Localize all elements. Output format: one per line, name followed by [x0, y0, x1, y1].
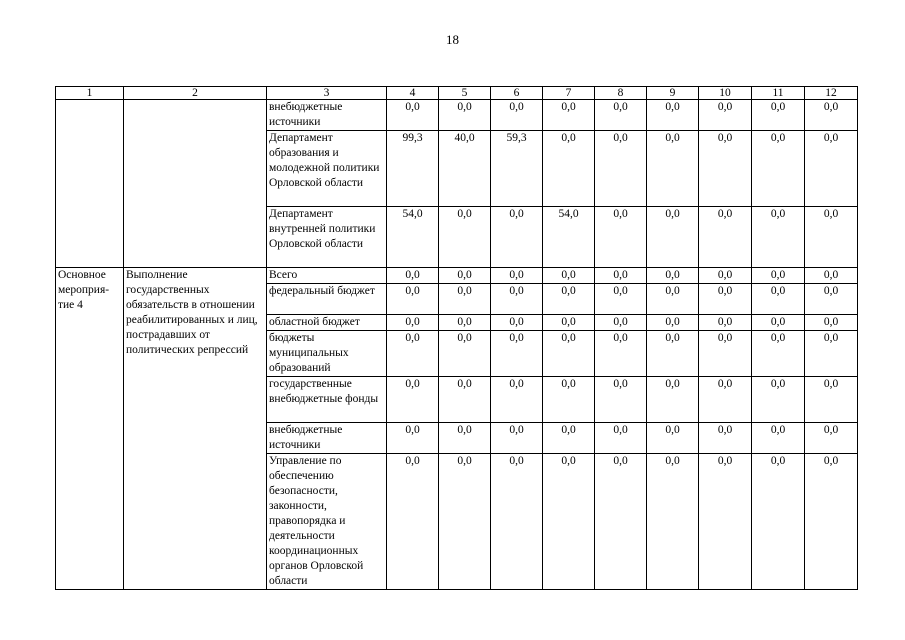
value-cell: 0,0	[647, 331, 699, 377]
event-cell: Основное мероприя-тие 4	[56, 268, 124, 590]
value-cell: 0,0	[699, 454, 752, 590]
value-cell: 0,0	[387, 331, 439, 377]
value-cell: 0,0	[805, 268, 858, 284]
value-cell: 0,0	[805, 315, 858, 331]
source-cell: внебюджетные источники	[267, 100, 387, 131]
value-cell: 0,0	[595, 377, 647, 423]
value-cell: 0,0	[752, 331, 805, 377]
value-cell: 0,0	[595, 207, 647, 268]
value-cell: 99,3	[387, 131, 439, 207]
value-cell: 0,0	[543, 100, 595, 131]
header-cell: 7	[543, 87, 595, 100]
value-cell: 0,0	[491, 423, 543, 454]
value-cell: 0,0	[595, 315, 647, 331]
value-cell: 0,0	[752, 315, 805, 331]
value-cell: 0,0	[699, 131, 752, 207]
source-cell: Департамент образования и молодежной политики Орловской области	[267, 131, 387, 207]
value-cell: 0,0	[543, 377, 595, 423]
value-cell: 0,0	[647, 315, 699, 331]
value-cell: 0,0	[805, 131, 858, 207]
value-cell: 0,0	[439, 423, 491, 454]
value-cell: 0,0	[491, 315, 543, 331]
value-cell: 0,0	[491, 331, 543, 377]
description-cell	[124, 100, 267, 268]
value-cell: 0,0	[647, 377, 699, 423]
value-cell: 0,0	[752, 207, 805, 268]
value-cell: 0,0	[543, 423, 595, 454]
value-cell: 0,0	[491, 454, 543, 590]
value-cell: 54,0	[543, 207, 595, 268]
source-cell: Управление по обеспечению безопасности, законности, правопорядка и деятельности координационных органов Орловской области	[267, 454, 387, 590]
value-cell: 0,0	[647, 284, 699, 315]
value-cell: 0,0	[439, 100, 491, 131]
value-cell: 0,0	[387, 423, 439, 454]
header-cell: 6	[491, 87, 543, 100]
table-row	[56, 268, 858, 284]
value-cell: 0,0	[543, 131, 595, 207]
value-cell: 0,0	[387, 284, 439, 315]
value-cell: 0,0	[439, 377, 491, 423]
value-cell: 0,0	[752, 268, 805, 284]
header-cell: 8	[595, 87, 647, 100]
value-cell: 0,0	[387, 315, 439, 331]
description-cell: Выполнение государственных обязательств в отношении реабилитированных и лиц, пострадавших от политических репрессий	[124, 268, 267, 590]
source-cell: внебюджетные источники	[267, 423, 387, 454]
value-cell: 0,0	[439, 454, 491, 590]
budget-table	[55, 86, 858, 590]
value-cell: 0,0	[595, 131, 647, 207]
value-cell: 0,0	[805, 284, 858, 315]
value-cell: 0,0	[595, 284, 647, 315]
value-cell: 0,0	[387, 268, 439, 284]
value-cell: 0,0	[805, 454, 858, 590]
value-cell: 0,0	[387, 377, 439, 423]
value-cell: 0,0	[805, 377, 858, 423]
value-cell: 0,0	[805, 100, 858, 131]
value-cell: 40,0	[439, 131, 491, 207]
value-cell: 0,0	[752, 131, 805, 207]
value-cell: 0,0	[752, 377, 805, 423]
header-cell: 5	[439, 87, 491, 100]
value-cell: 0,0	[387, 454, 439, 590]
value-cell: 0,0	[647, 454, 699, 590]
value-cell: 0,0	[439, 207, 491, 268]
value-cell: 0,0	[387, 100, 439, 131]
value-cell: 0,0	[699, 331, 752, 377]
value-cell: 0,0	[805, 423, 858, 454]
value-cell: 0,0	[752, 423, 805, 454]
value-cell: 0,0	[543, 315, 595, 331]
value-cell: 0,0	[647, 207, 699, 268]
header-cell: 9	[647, 87, 699, 100]
value-cell: 0,0	[647, 100, 699, 131]
header-cell: 2	[124, 87, 267, 100]
value-cell: 0,0	[752, 284, 805, 315]
value-cell: 0,0	[699, 377, 752, 423]
value-cell: 0,0	[491, 268, 543, 284]
value-cell: 0,0	[595, 423, 647, 454]
value-cell: 0,0	[491, 284, 543, 315]
table-header-row	[56, 87, 858, 100]
value-cell: 0,0	[439, 331, 491, 377]
value-cell: 0,0	[699, 100, 752, 131]
value-cell: 0,0	[752, 100, 805, 131]
value-cell: 0,0	[543, 331, 595, 377]
event-cell	[56, 100, 124, 268]
value-cell: 0,0	[595, 331, 647, 377]
header-cell: 12	[805, 87, 858, 100]
value-cell: 0,0	[543, 268, 595, 284]
header-cell: 3	[267, 87, 387, 100]
value-cell: 0,0	[699, 423, 752, 454]
header-cell: 4	[387, 87, 439, 100]
value-cell: 59,3	[491, 131, 543, 207]
value-cell: 0,0	[491, 377, 543, 423]
value-cell: 0,0	[805, 207, 858, 268]
value-cell: 0,0	[699, 284, 752, 315]
value-cell: 0,0	[699, 315, 752, 331]
value-cell: 0,0	[543, 284, 595, 315]
source-cell: Всего	[267, 268, 387, 284]
value-cell: 0,0	[752, 454, 805, 590]
value-cell: 0,0	[439, 315, 491, 331]
source-cell: Департамент внутренней политики Орловской области	[267, 207, 387, 268]
value-cell: 0,0	[491, 100, 543, 131]
source-cell: бюджеты муниципальных образований	[267, 331, 387, 377]
table-row	[56, 100, 858, 131]
value-cell: 0,0	[439, 268, 491, 284]
header-cell: 1	[56, 87, 124, 100]
value-cell: 0,0	[595, 268, 647, 284]
header-cell: 10	[699, 87, 752, 100]
value-cell: 0,0	[543, 454, 595, 590]
page-number: 18	[446, 32, 459, 47]
value-cell: 0,0	[595, 454, 647, 590]
value-cell: 0,0	[647, 268, 699, 284]
value-cell: 0,0	[491, 207, 543, 268]
value-cell: 0,0	[647, 423, 699, 454]
value-cell: 0,0	[699, 207, 752, 268]
header-cell: 11	[752, 87, 805, 100]
value-cell: 0,0	[595, 100, 647, 131]
value-cell: 54,0	[387, 207, 439, 268]
source-cell: государственные внебюджетные фонды	[267, 377, 387, 423]
source-cell: федеральный бюджет	[267, 284, 387, 315]
value-cell: 0,0	[805, 331, 858, 377]
source-cell: областной бюджет	[267, 315, 387, 331]
value-cell: 0,0	[647, 131, 699, 207]
value-cell: 0,0	[699, 268, 752, 284]
value-cell: 0,0	[439, 284, 491, 315]
